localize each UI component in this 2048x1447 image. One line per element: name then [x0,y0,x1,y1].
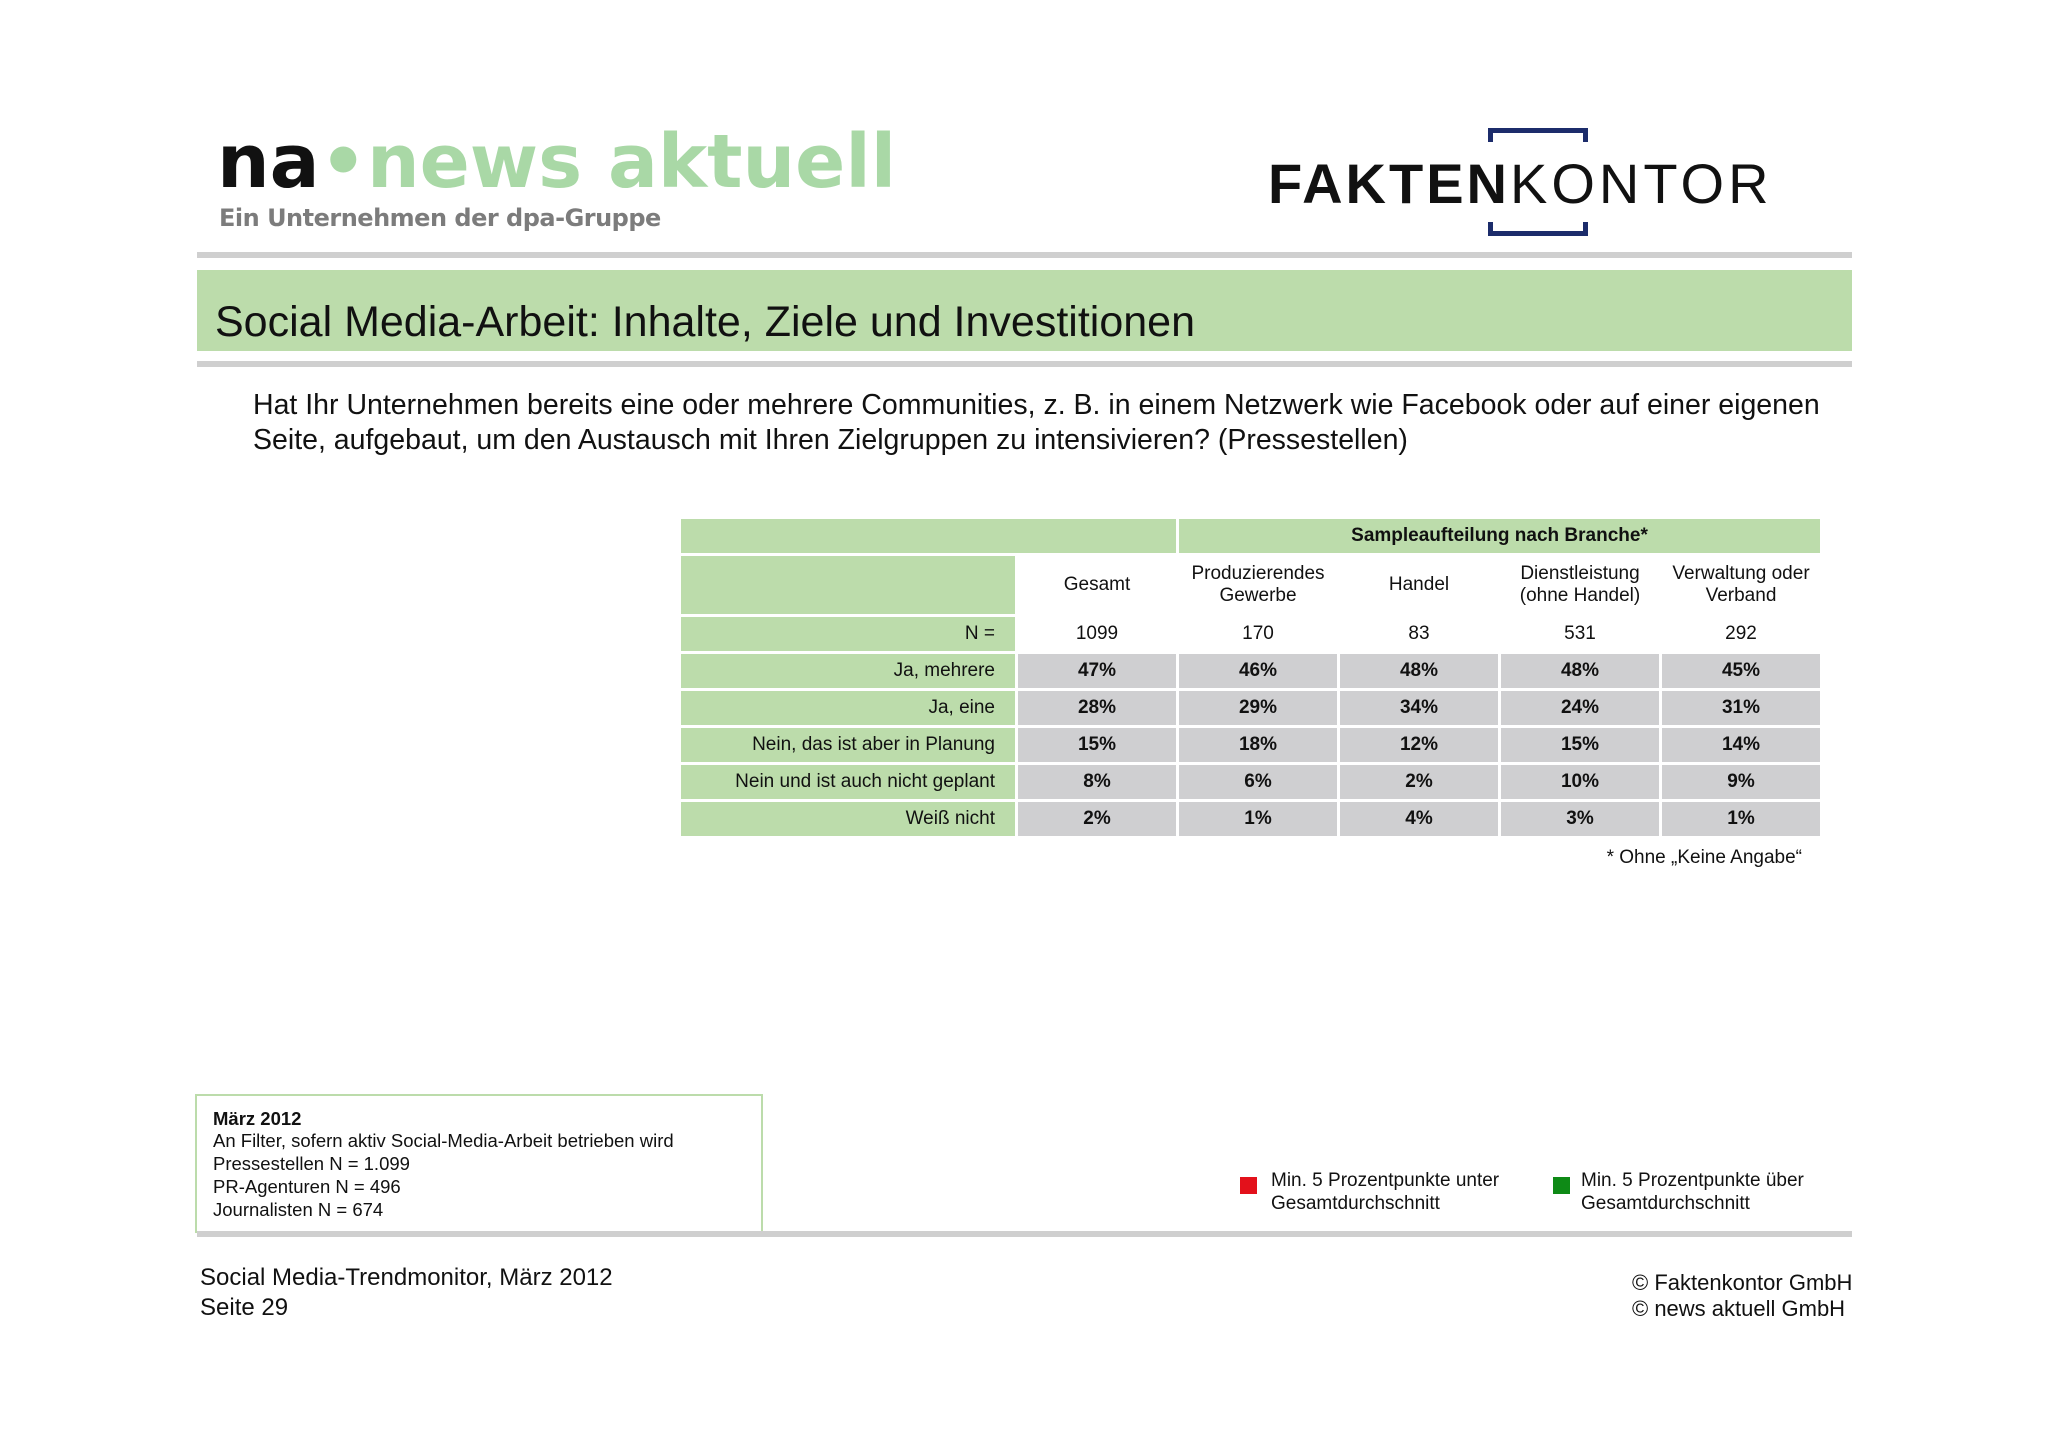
table-row [681,654,1820,688]
footer-divider [197,1231,1852,1237]
column-header-verwaltung: Verwaltung oder Verband [1662,556,1820,614]
faktenkontor-logo [1268,124,1828,242]
info-line-journalisten: Journalisten N = 674 [213,1199,384,1220]
logo-subline: Ein Unternehmen der dpa-Gruppe [219,204,661,232]
table-cell: 170 [1179,617,1337,651]
logo-bracket-top [1488,128,1588,142]
table-cell: 10% [1501,765,1659,799]
logo-fakten-text: FAKTEN [1268,152,1510,215]
table-empty-header [681,556,1015,614]
table-corner-cell [681,519,1176,553]
row-label: N = [681,617,1015,651]
table-cell: 292 [1662,617,1820,651]
table-cell: 3% [1501,802,1659,836]
footer-source [200,1263,613,1323]
info-line-pressestellen: Pressestellen N = 1.099 [213,1153,410,1174]
table-cell: 29% [1179,691,1337,725]
table-cell: 9% [1662,765,1820,799]
table-cell: 18% [1179,728,1337,762]
column-header-handel: Handel [1340,556,1498,614]
table-row [681,728,1820,762]
table-cell: 1099 [1018,617,1176,651]
table-cell: 46% [1179,654,1337,688]
results-table [678,516,1823,839]
column-header-produzierendes-gewerbe: Produzierendes Gewerbe [1179,556,1337,614]
survey-question: Hat Ihr Unternehmen bereits eine oder mehrere Communities, z. B. in einem Netzwerk wie Facebook oder auf einer eigenen Seite, aufgebaut, um den Austausch mit Ihren Zielgruppen zu intensivieren? (Pressestellen) [253,389,1820,456]
header-divider [197,252,1852,258]
row-label: Nein und ist auch nicht geplant [681,765,1015,799]
table-cell: 12% [1340,728,1498,762]
table-row [681,765,1820,799]
footer-publication: Social Media-Trendmonitor, März 2012 [200,1264,613,1291]
table-cell: 47% [1018,654,1176,688]
table-cell-highlight-above: 34% [1340,691,1498,725]
row-label: Ja, eine [681,691,1015,725]
table-cell: 31% [1662,691,1820,725]
table-row [681,691,1820,725]
info-date: März 2012 [213,1108,302,1129]
logo-bracket-bottom [1488,222,1588,236]
table-cell: 24% [1501,691,1659,725]
legend-green-square [1553,1177,1570,1194]
table-cell: 83 [1340,617,1498,651]
table-cell: 45% [1662,654,1820,688]
table-cell: 15% [1501,728,1659,762]
sample-info-box [195,1094,763,1233]
info-line-pr-agenturen: PR-Agenturen N = 496 [213,1176,401,1197]
logo-na-text: na [217,119,320,205]
table-cell: 2% [1018,802,1176,836]
legend-red-square [1240,1177,1257,1194]
legend-below-text: Min. 5 Prozentpunkte unter Gesamtdurchschnitt [1271,1170,1500,1214]
table-cell: 15% [1018,728,1176,762]
row-label: Nein, das ist aber in Planung [681,728,1015,762]
table-cell: 1% [1179,802,1337,836]
logo-kontor-text: KONTOR [1510,152,1773,215]
logo-dot: • [319,119,367,205]
table-cell: 48% [1340,654,1498,688]
table-cell: 48% [1501,654,1659,688]
table-row-n [681,617,1820,651]
table-cell-highlight-below: 2% [1340,765,1498,799]
table-group-header-row [681,519,1820,553]
logo-news-aktuell-text: news aktuell [366,119,897,205]
table-row [681,802,1820,836]
column-header-gesamt: Gesamt [1018,556,1176,614]
table-cell: 8% [1018,765,1176,799]
row-label: Weiß nicht [681,802,1015,836]
table-cell: 14% [1662,728,1820,762]
legend-above-text: Min. 5 Prozentpunkte über Gesamtdurchschnitt [1581,1170,1804,1214]
table-footnote: * Ohne „Keine Angabe“ [1606,847,1802,868]
table-cell: 4% [1340,802,1498,836]
page-title: Social Media-Arbeit: Inhalte, Ziele und Investitionen [215,298,1195,346]
title-band [197,270,1852,351]
group-header: Sampleaufteilung nach Branche* [1179,519,1820,553]
row-label: Ja, mehrere [681,654,1015,688]
title-divider [197,361,1852,367]
footer-copyright: © Faktenkontor GmbH © news aktuell GmbH [1632,1270,1853,1321]
news-aktuell-logo [217,118,897,238]
table-cell: 1% [1662,802,1820,836]
info-filter: An Filter, sofern aktiv Social-Media-Arbeit betrieben wird [213,1130,674,1151]
table-cell: 6% [1179,765,1337,799]
page-number: Seite 29 [200,1294,289,1321]
table-column-header-row [681,556,1820,614]
table-cell: 531 [1501,617,1659,651]
table-cell: 28% [1018,691,1176,725]
column-header-dienstleistung: Dienstleistung (ohne Handel) [1501,556,1659,614]
